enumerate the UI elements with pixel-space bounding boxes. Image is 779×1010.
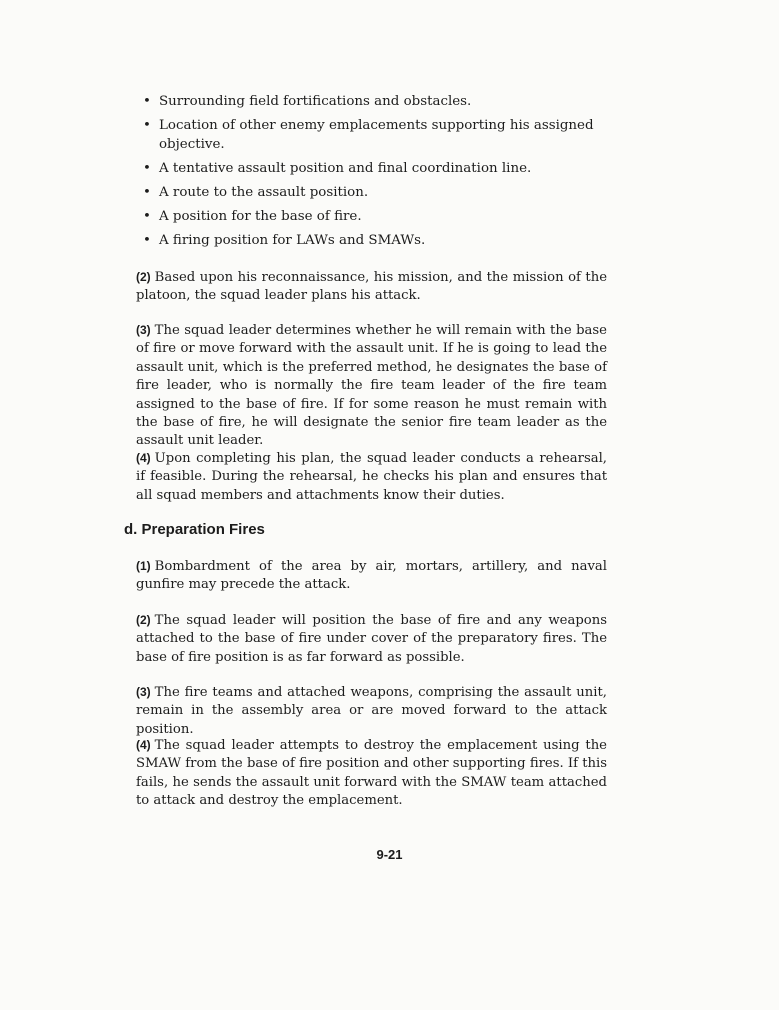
bullet-text: A route to the assault position. bbox=[159, 185, 369, 200]
bullet-item bbox=[143, 231, 613, 250]
section-heading-preparation-fires: d. Preparation Fires bbox=[124, 521, 265, 538]
bullet-text: Location of other enemy emplacements supporting his assigned objective. bbox=[159, 118, 594, 152]
paragraph-c2 bbox=[136, 268, 607, 306]
bullet-item bbox=[143, 116, 613, 154]
bullet-icon: • bbox=[143, 94, 151, 109]
paragraph-number: (3) bbox=[136, 323, 151, 337]
paragraph-d4 bbox=[136, 736, 607, 811]
bullet-item bbox=[143, 207, 613, 226]
paragraph-d1 bbox=[136, 557, 607, 595]
bullet-item bbox=[143, 183, 613, 202]
paragraph-number: (2) bbox=[136, 270, 151, 284]
reconnaissance-bullet-list bbox=[143, 92, 613, 255]
paragraph-text: Bombardment of the area by air, mortars, artillery, and naval gunfire may precede the attack. bbox=[136, 559, 607, 593]
bullet-icon: • bbox=[143, 161, 151, 176]
paragraph-c3 bbox=[136, 321, 607, 451]
paragraph-d2 bbox=[136, 611, 607, 667]
bullet-text: A tentative assault position and final coordination line. bbox=[159, 161, 532, 176]
bullet-text: A position for the base of fire. bbox=[159, 209, 362, 224]
bullet-icon: • bbox=[143, 233, 151, 248]
paragraph-number: (4) bbox=[136, 451, 151, 465]
bullet-text: A firing position for LAWs and SMAWs. bbox=[159, 233, 426, 248]
paragraph-text: The squad leader attempts to destroy the emplacement using the SMAW from the base of fire position and other supporting fires. If this fails, he sends the assault unit forward with the SMAW team attached to attack and destroy the emplacement. bbox=[136, 738, 607, 809]
bullet-text: Surrounding field fortifications and obstacles. bbox=[159, 94, 472, 109]
paragraph-c4 bbox=[136, 449, 607, 505]
bullet-item bbox=[143, 159, 613, 178]
paragraph-text: The fire teams and attached weapons, comprising the assault unit, remain in the assembly area or are moved forward to the attack position. bbox=[136, 685, 607, 737]
paragraph-text: The squad leader will position the base of fire and any weapons attached to the base of fire under cover of the preparatory fires. The base of fire position is as far forward as possible. bbox=[136, 613, 607, 665]
paragraph-number: (4) bbox=[136, 738, 151, 752]
bullet-item bbox=[143, 92, 613, 111]
paragraph-text: Upon completing his plan, the squad leader conducts a rehearsal, if feasible. During the rehearsal, he checks his plan and ensures that all squad members and attachments know their duties. bbox=[136, 451, 607, 503]
paragraph-number: (1) bbox=[136, 559, 151, 573]
paragraph-d3 bbox=[136, 683, 607, 739]
bullet-icon: • bbox=[143, 209, 151, 224]
page-number: 9-21 bbox=[376, 847, 403, 862]
paragraph-number: (3) bbox=[136, 685, 151, 699]
bullet-icon: • bbox=[143, 118, 151, 133]
bullet-icon: • bbox=[143, 185, 151, 200]
paragraph-text: The squad leader determines whether he will remain with the base of fire or move forward with the assault unit. If he is going to lead the assault unit, which is the preferred method, he designates the base of fire leader, who is normally the fire team leader of the fire team assigned to the base of fire. If for some reason he must remain with the base of fire, he will designate the senior fire team leader as the assault unit leader. bbox=[136, 323, 607, 449]
paragraph-text: Based upon his reconnaissance, his mission, and the mission of the platoon, the squad leader plans his attack. bbox=[136, 270, 607, 304]
paragraph-number: (2) bbox=[136, 613, 151, 627]
